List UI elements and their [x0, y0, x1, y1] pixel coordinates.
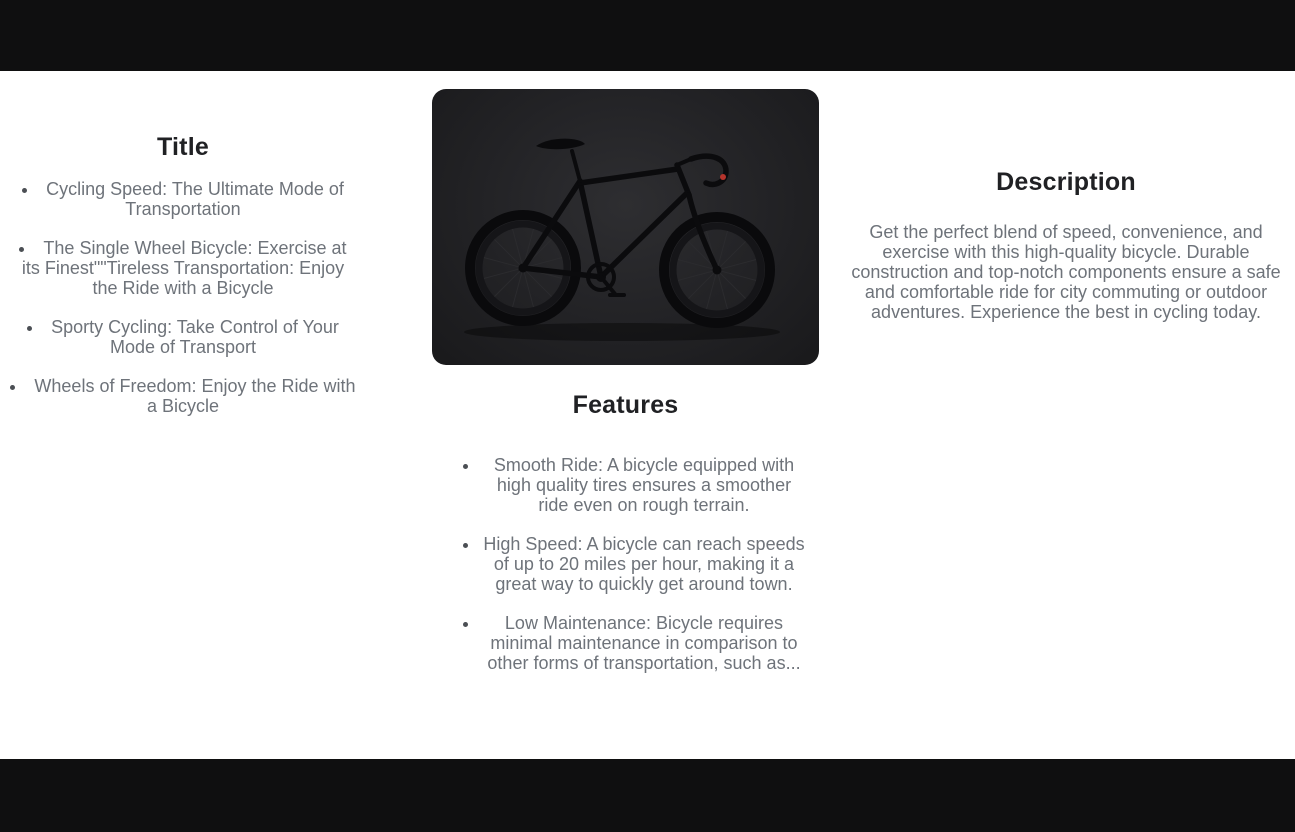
title-heading: Title [157, 133, 209, 161]
description-text: Get the perfect blend of speed, convenience, and exercise with this high-quality bicycle. Durable construction and top-notch components ensure a safe and comfortable ride for city commuting or outdoor adventures. Experience the best in cycling today. [851, 222, 1281, 322]
bottom-letterbox-bar [0, 759, 1295, 832]
bicycle-illustration [432, 89, 819, 365]
feature-bullet-item: • High Speed: A bicycle can reach speeds of up to 20 miles per hour, making it a great way to quickly get around town. [480, 534, 808, 594]
feature-bullet-item: • Smooth Ride: A bicycle equipped with high quality tires ensures a smoother ride even on rough terrain. [480, 455, 808, 515]
bicycle-photo [432, 89, 819, 365]
title-bullet-item: • Wheels of Freedom: Enjoy the Ride with a Bicycle [8, 376, 358, 416]
title-bullet-item: • Cycling Speed: The Ultimate Mode of Transportation [8, 179, 358, 219]
title-section [8, 133, 358, 435]
title-bullet-list [8, 179, 358, 416]
title-bullet-item: • The Single Wheel Bicycle: Exercise at its Finest""Tireless Transportation: Enjoy the Ride with a Bicycle [8, 238, 358, 298]
title-bullet-item: • Sporty Cycling: Take Control of Your Mode of Transport [8, 317, 358, 357]
features-bullet-list [460, 455, 808, 692]
features-heading: Features [572, 391, 679, 419]
top-letterbox-bar [0, 0, 1295, 71]
description-heading: Description [996, 168, 1136, 196]
description-section [845, 168, 1287, 322]
brake-accent [720, 174, 726, 180]
feature-bullet-item: • Low Maintenance: Bicycle requires minimal maintenance in comparison to other forms of transportation, such as... [480, 613, 808, 673]
